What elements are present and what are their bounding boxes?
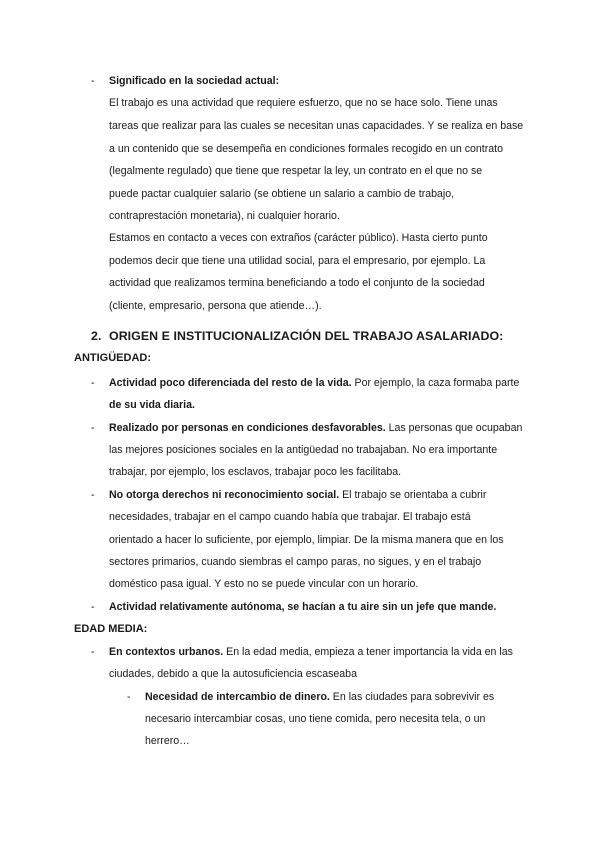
sub-item-line: necesario intercambiar cosas, uno tiene comida, pero necesita tela, o un: [145, 713, 486, 725]
section-number: 2.: [91, 329, 102, 343]
list-item-line: de su vida diaria.: [109, 399, 195, 411]
list-item-text: Las personas que ocupaban: [385, 422, 523, 434]
intro-line: contraprestación monetaria), ni cualquier horario.: [109, 210, 340, 222]
intro-bullet: -: [91, 75, 95, 87]
intro-line: El trabajo es una actividad que requiere esfuerzo, que no se hace solo. Tiene unas: [109, 97, 498, 109]
intro-line: tareas que realizar para las cuales se necesitan unas capacidades. Y se realiza en base: [109, 120, 524, 132]
list-item-text: En la edad media, empieza a tener importancia la vida en las: [223, 646, 513, 658]
list-item-bold: Actividad poco diferenciada del resto de la vida.: [109, 377, 352, 389]
list-item: [109, 377, 519, 390]
list-item-bullet: -: [91, 601, 95, 613]
intro-line: a un contenido que se desempeña en condiciones formales recogido en un contrato: [109, 143, 504, 155]
edad-media-heading: EDAD MEDIA:: [74, 623, 148, 635]
list-item: [109, 422, 522, 435]
list-item-line: trabajar, por ejemplo, los esclavos, trabajar poco les facilitaba.: [109, 466, 402, 478]
list-item-bullet: -: [91, 377, 95, 389]
list-item-bold: Realizado por personas en condiciones desfavorables.: [109, 422, 386, 434]
list-item-line: necesidades, trabajar en el campo cuando había que trabajar. El trabajo está: [109, 511, 471, 523]
list-item-bold: En contextos urbanos.: [109, 646, 224, 658]
intro-title: Significado en la sociedad actual:: [109, 75, 280, 87]
intro-line: Estamos en contacto a veces con extraños (carácter público). Hasta cierto punto: [109, 232, 488, 244]
list-item-line: las mejores posiciones sociales en la antigüedad no trabajaban. No era importante: [109, 444, 498, 456]
list-item-bullet: -: [91, 422, 95, 434]
sub-item-text: En las ciudades para sobrevivir es: [329, 691, 495, 703]
antiguedad-heading: ANTIGÜEDAD:: [74, 352, 151, 364]
sub-item-bold: Necesidad de intercambio de dinero.: [145, 691, 330, 703]
list-item-text: El trabajo se orientaba a cubrir: [339, 489, 487, 501]
sub-item-line: herrero…: [145, 735, 190, 747]
list-item: [109, 489, 486, 502]
list-item-line: orientado a hacer lo suficiente, por ejemplo, limpiar. De la misma manera que en los: [109, 534, 504, 546]
list-item-text: Por ejemplo, la caza formaba parte: [351, 377, 520, 389]
intro-line: podemos decir que tiene una utilidad social, para el empresario, por ejemplo. La: [109, 255, 486, 267]
intro-line: actividad que realizamos termina beneficiando a todo el conjunto de la sociedad: [109, 277, 485, 289]
sub-item: [145, 691, 494, 704]
sub-item-bullet: -: [127, 691, 131, 703]
list-item-line: ciudades, debido a que la autosuficiencia escaseaba: [109, 668, 357, 680]
list-item-bullet: -: [91, 489, 95, 501]
list-item-line: sectores primarios, cuando siembras el campo paras, no sigues, y en el trabajo: [109, 556, 482, 568]
section-title: ORIGEN E INSTITUCIONALIZACIÓN DEL TRABAJO ASALARIADO:: [109, 329, 504, 343]
list-item-bold: No otorga derechos ni reconocimiento social.: [109, 489, 340, 501]
intro-line: (legalmente regulado) que tiene que respetar la ley, un contrato en el que no se: [109, 165, 483, 177]
list-item-bullet: -: [91, 646, 95, 658]
intro-line: puede pactar cualquier salario (se obtiene un salario a cambio de trabajo,: [109, 188, 455, 200]
list-item-bold: Actividad relativamente autónoma, se hacían a tu aire sin un jefe que mande.: [109, 601, 497, 613]
intro-line: (cliente, empresario, persona que atiende…).: [109, 300, 322, 312]
list-item: [109, 646, 513, 659]
list-item-line: doméstico pasa igual. Y esto no se puede vincular con un horario.: [109, 578, 419, 590]
